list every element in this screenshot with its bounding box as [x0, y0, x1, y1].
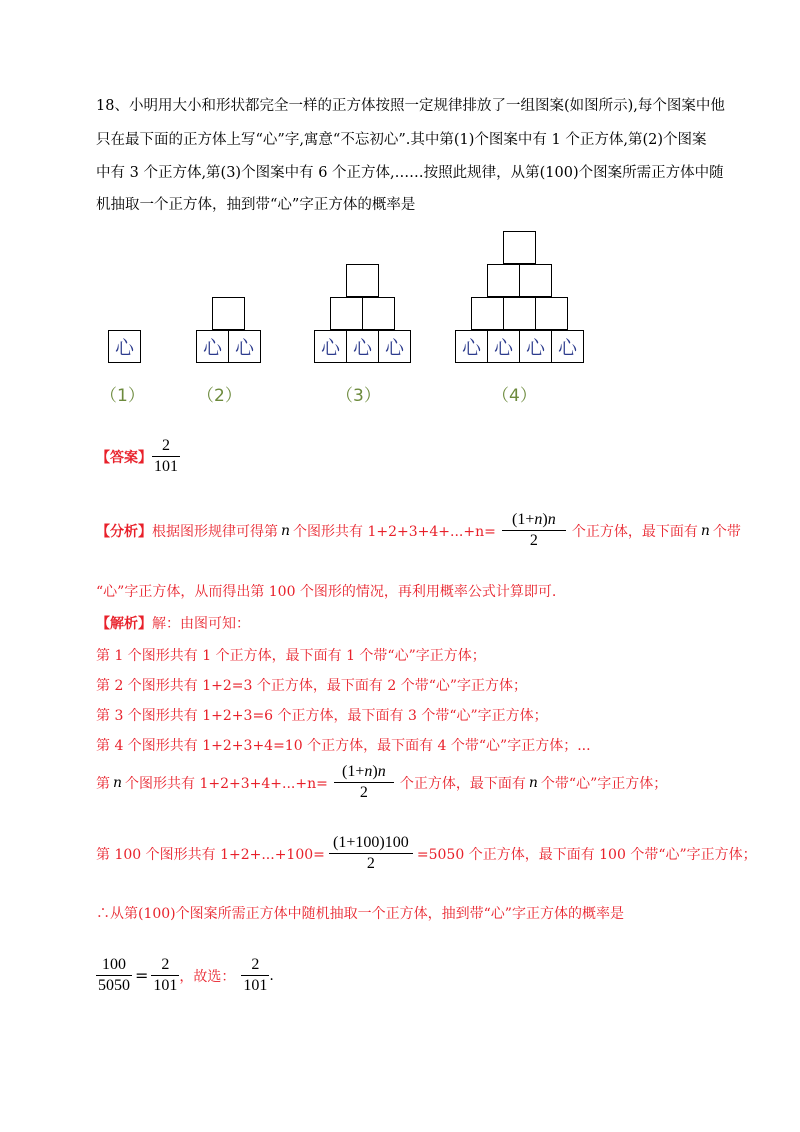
solution-step-2: 第 2 个图形共有 1+2=3 个正方体，最下面有 2 个带“心”字正方体；	[96, 678, 528, 694]
cube-heart: 心	[551, 330, 584, 363]
final-fraction-1: $\frac{100}{5050}$	[98, 956, 130, 994]
figure-label-1: （1）	[100, 386, 145, 406]
question-line-1: 18、小明用大小和形状都完全一样的正方体按照一定规律排放了一组图案(如图所示),每个图案中他	[96, 98, 725, 114]
cube	[330, 297, 363, 330]
cube	[519, 264, 552, 297]
analysis-text: 个正方体，最下面有	[571, 523, 698, 540]
cube-heart: 心	[314, 330, 347, 363]
question-line-3: 中有 3 个正方体,第(3)个图案中有 6 个正方体,……按照此规律，从第(100)个图案所需正方体中随	[96, 165, 724, 181]
final-answer-row: $\frac{100}{5050}$ = $\frac{2}{101}$ ，故选： $\frac{2}{101}$ .	[98, 956, 274, 994]
analysis-fraction: $\frac{(1+n)n}{2}$	[502, 510, 566, 551]
cube	[503, 231, 536, 264]
final-fraction-3: $\frac{2}{101}$	[243, 956, 268, 994]
cube	[487, 264, 520, 297]
solution-intro-row	[96, 614, 250, 634]
question-line-2: 只在最下面的正方体上写“心”字,寓意“不忘初心”.其中第(1)个图案中有 1 个正方体,第(2)个图案	[96, 132, 707, 148]
variable-n: n	[281, 522, 291, 539]
analysis-line-2: “心”字正方体，从而得出第 100 个图形的情况，再利用概率公式计算即可.	[96, 584, 557, 600]
step-n-fraction: $\frac{(1+n)n}{2}$	[334, 762, 394, 803]
analysis-row	[96, 510, 741, 551]
variable-n: n	[700, 522, 710, 539]
figure-label-3: （3）	[336, 386, 381, 406]
solution-step-1: 第 1 个图形共有 1 个正方体，最下面有 1 个带“心”字正方体；	[96, 648, 486, 664]
solution-step-4: 第 4 个图形共有 1+2+3+4=10 个正方体，最下面有 4 个带“心”字正方体；...	[96, 738, 591, 754]
cube-heart: 心	[108, 330, 141, 363]
solution-step-3: 第 3 个图形共有 1+2+3=6 个正方体，最下面有 3 个带“心”字正方体；	[96, 708, 548, 724]
solution-step-n: 第 n 个图形共有 1+2+3+4+...+n= $\frac{(1+n)n}{2}$ 个正方体，最下面有 n 个带“心”字正方体；	[96, 763, 668, 801]
solution-tag: 【解析】	[96, 616, 152, 632]
analysis-text: 个图形共有 1+2+3+4+...+n=	[293, 523, 496, 540]
cube-heart: 心	[196, 330, 229, 363]
final-fraction-2: $\frac{2}{101}$	[153, 956, 178, 994]
cube-heart: 心	[378, 330, 411, 363]
solution-intro: 解：由图可知：	[152, 616, 250, 632]
answer-tag: 【答案】	[96, 449, 152, 466]
figure-label-2: （2）	[197, 386, 242, 406]
question-line-4: 机抽取一个正方体，抽到带“心”字正方体的概率是	[96, 197, 416, 213]
cube	[212, 297, 245, 330]
cube-heart: 心	[346, 330, 379, 363]
analysis-text: 根据图形规律可得第	[152, 523, 278, 540]
cube	[471, 297, 504, 330]
answer-row	[96, 436, 180, 477]
analysis-tag: 【分析】	[96, 523, 152, 540]
cube	[362, 297, 395, 330]
cube	[535, 297, 568, 330]
solution-step-100: 第 100 个图形共有 1+2+...+100= $\frac{(1+100)100}{2}$ =5050 个正方体，最下面有 100 个带“心”字正方体；	[96, 834, 757, 872]
step-100-fraction: $\frac{(1+100)100}{2}$	[329, 833, 413, 874]
analysis-text: 个带	[712, 523, 741, 540]
cube-heart: 心	[228, 330, 261, 363]
answer-fraction: $\frac{2}{101}$	[154, 437, 178, 475]
solution-conclusion: ∴从第(100)个图案所需正方体中随机抽取一个正方体，抽到带“心”字正方体的概率是	[96, 906, 624, 922]
cube-heart: 心	[455, 330, 488, 363]
cube-heart: 心	[487, 330, 520, 363]
figure-label-4: （4）	[492, 386, 537, 406]
cube	[346, 264, 379, 297]
cube	[503, 297, 536, 330]
cube-heart: 心	[519, 330, 552, 363]
